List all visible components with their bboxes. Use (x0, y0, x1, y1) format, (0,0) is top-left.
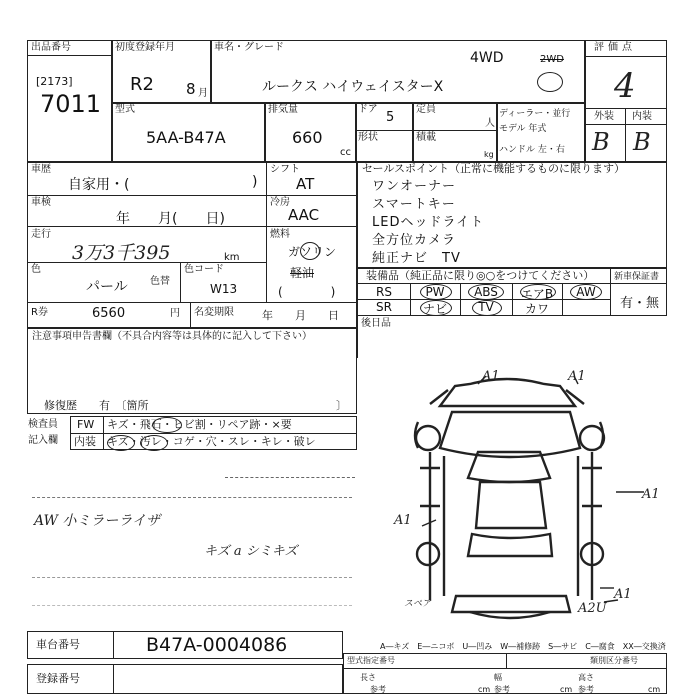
model-year-label: モデル 年式 (499, 124, 547, 134)
history-close: ) (252, 174, 258, 190)
ref-label-1: 参考 (370, 685, 386, 694)
doors: 5 (386, 110, 395, 125)
pw-circle (420, 284, 452, 300)
height-label: 高さ (578, 673, 594, 682)
equip-sr: SR (376, 300, 392, 314)
color: パール (86, 279, 128, 295)
dashed-line (32, 497, 352, 498)
sales-point: ワンオーナー (372, 179, 457, 194)
capacity-label: 定員 (416, 104, 436, 115)
history: 自家用・( (68, 177, 130, 193)
first-reg-label: 初度登録年月 (115, 42, 175, 53)
mileage-label: 走行 (31, 229, 51, 240)
fuel-petrol: ガソリン (288, 245, 337, 259)
warranty-label: 新車保証書 (614, 272, 660, 282)
recycle-label: R券 (31, 307, 48, 318)
rear-label: 後日品 (361, 318, 391, 329)
interior-scratch-circle (107, 435, 135, 451)
equip-aw: AW (576, 285, 596, 299)
capacity-unit: 人 (485, 118, 495, 129)
name-change: 年 月 日 (262, 309, 339, 322)
ac: AAC (288, 206, 320, 224)
color-change-label: 色替 (150, 276, 170, 287)
fuel-label: 燃料 (270, 229, 290, 240)
interior-label: 内装 (74, 435, 96, 448)
ref-label-2: 参考 (494, 685, 510, 694)
equip-pw: PW (425, 285, 445, 299)
shape-label: 形状 (358, 132, 378, 143)
dashed-line (32, 577, 352, 578)
category-label: 類別区分番号 (590, 656, 638, 665)
cm-2: cm (560, 685, 573, 694)
aw-circle (570, 284, 602, 300)
dashed-line (32, 605, 352, 606)
warranty: 有・無 (620, 296, 660, 311)
recycle: 6560 (92, 306, 126, 321)
inspection-label: 車検 (31, 197, 51, 208)
sales-point: スマートキー (372, 197, 456, 212)
cm-1: cm (478, 685, 491, 694)
mileage-unit: km (224, 252, 240, 263)
diagram-legend: A―キズ E―ニコボ U―凹み W―補修跡 S―サビ C―腐食 XX―交換済 (380, 642, 666, 651)
lot-number: 7011 (40, 90, 102, 118)
car-name: ルークス ハイウェイスターX (262, 79, 444, 95)
repair-label: 修復歴 有 〔箇所 (44, 399, 149, 412)
load-unit: kg (484, 150, 494, 159)
width-label: 幅 (494, 673, 502, 682)
load-label: 積載 (416, 132, 436, 143)
damage-mark: A2U (578, 601, 607, 616)
inspector-label-top: 検査員 (28, 419, 58, 430)
navi-circle (420, 300, 452, 316)
color-code: W13 (210, 282, 238, 296)
fuel-paren: ( ) (278, 285, 336, 299)
shift: AT (296, 175, 315, 193)
abs-circle (468, 284, 504, 300)
doors-label: ドア (358, 104, 378, 115)
header-grid (27, 40, 667, 162)
car-name-label: 車名・グレード (214, 42, 284, 53)
ref-label-3: 参考 (578, 685, 594, 694)
recycle-unit: 円 (170, 308, 180, 319)
inspection: 年 月( 日) (116, 211, 225, 227)
cm-3: cm (648, 685, 661, 694)
chassis-label: 車台番号 (36, 638, 80, 651)
interior-items: キズ・汚レ・コゲ・穴・スレ・キレ・破レ (107, 435, 316, 448)
mileage: 3万3千395 (72, 242, 171, 264)
damage-mark: スペア (404, 599, 432, 609)
equip-leather: カワ (524, 302, 549, 316)
ext-label: 外装 (594, 111, 614, 122)
tv-circle (472, 300, 502, 316)
sales-point: 純正ナビ TV (372, 251, 461, 266)
fw-items: キズ・飛石・ヒビ割・リペア跡・×要 (107, 418, 292, 431)
drive: 4WD (470, 50, 504, 66)
color-code-label: 色コード (184, 264, 224, 275)
equip-rs: RS (376, 285, 392, 299)
fw-label: FW (77, 418, 95, 431)
chassis: B47A-0004086 (146, 634, 288, 656)
displacement: 660 (292, 128, 323, 147)
handwritten-note-1: AW 小ミラーライザ (34, 513, 160, 529)
first-reg-era: R2 (130, 74, 154, 95)
damage-mark: A1 (482, 369, 500, 384)
equipment-title: 装備品（純正品に限り◎○をつけてください） (366, 269, 595, 282)
fuel-circle (300, 242, 320, 260)
int-label: 内装 (632, 111, 652, 122)
sales-point: LEDヘッドライト (372, 215, 485, 230)
drive-alt: 2WD (540, 54, 564, 65)
color-label: 色 (31, 264, 41, 275)
sales-title: セールスポイント（正常に機能するものに限ります） (362, 162, 626, 175)
sales-point: 全方位カメラ (372, 233, 457, 248)
ext-grade: B (592, 128, 610, 156)
dealer-label: ディーラー・並行 (499, 109, 571, 119)
drive-circled (537, 72, 563, 92)
model-label: 型式 (115, 104, 135, 115)
first-reg-month: 8 (186, 80, 196, 98)
stone-circle (152, 417, 182, 433)
interior-dirt-circle (140, 435, 168, 451)
first-reg-month-unit: 月 (198, 88, 208, 99)
equip-navi: ナビ (422, 302, 447, 316)
history-label: 車歴 (31, 164, 51, 175)
int-grade: B (633, 128, 651, 156)
handwritten-note-2: キズ a シミキズ (204, 544, 298, 559)
inspector-label-bottom: 記入欄 (28, 435, 58, 446)
notes-title: 注意事項申告書欄（不具合内容等は具体的に記入して下さい） (32, 331, 312, 342)
airbag-circle (520, 284, 556, 300)
equip-abs: ABS (474, 285, 498, 299)
length-label: 長さ (360, 673, 376, 682)
fuel-light: 軽油 (290, 266, 315, 280)
equip-airbag: エアB (520, 287, 554, 301)
displacement-label: 排気量 (268, 104, 298, 115)
model: 5AA-B47A (146, 128, 226, 147)
car-diagram (360, 356, 667, 630)
damage-mark: A1 (614, 587, 632, 602)
reg-label: 登録番号 (36, 672, 80, 685)
equip-tv: TV (478, 300, 494, 314)
repair-close: 〕 (336, 399, 347, 412)
dashed-line (225, 477, 355, 478)
shift-label: シフト (270, 164, 300, 175)
type-designation-label: 型式指定番号 (347, 656, 395, 665)
score-label: 評価点 (594, 42, 636, 53)
lot-label: 出品番号 (31, 42, 71, 53)
ac-label: 冷房 (270, 197, 290, 208)
score: 4 (614, 66, 636, 106)
displacement-unit: cc (340, 147, 351, 158)
damage-mark: A1 (642, 487, 660, 502)
damage-mark: A1 (394, 513, 412, 528)
damage-mark: A1 (568, 369, 586, 384)
name-change-label: 名変期限 (194, 307, 234, 318)
handle-label: ハンドル 左・右 (499, 145, 565, 155)
lot-sub: [2173] (36, 75, 73, 88)
sales-points (372, 178, 484, 268)
